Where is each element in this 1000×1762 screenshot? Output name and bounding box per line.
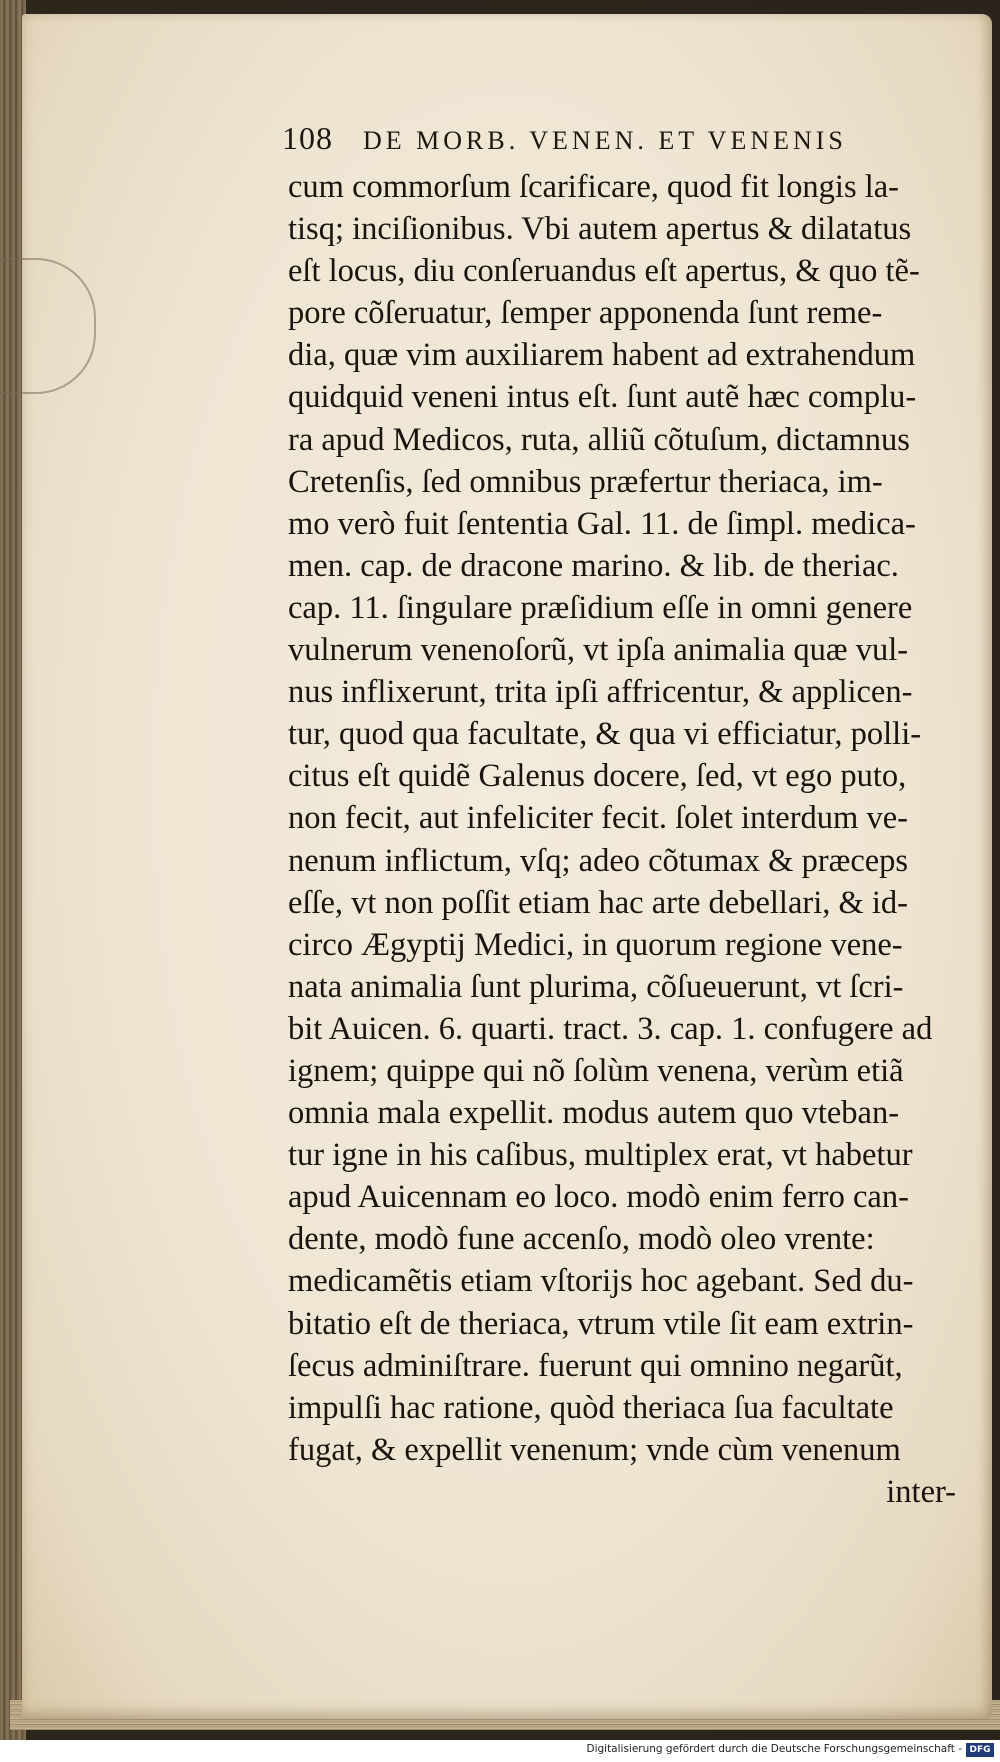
text-line: medicamẽtis etiam vſtorijs hoc agebant. Sed du- xyxy=(288,1263,914,1300)
digitization-credit: Digitalisierung gefördert durch die Deutsche Forschungsgemeinschaft - xyxy=(586,1743,962,1755)
text-line: dia, quæ vim auxiliarem habent ad extrahendum xyxy=(288,337,916,374)
page-number: 108 xyxy=(282,120,333,156)
text-line: nenum inflictum, vſq; adeo cõtumax & præceps xyxy=(288,842,909,879)
text-line: dente, modò fune accenſo, modò oleo vrente: xyxy=(288,1221,875,1258)
text-line: omnia mala expellit. modus autem quo vteban- xyxy=(288,1095,900,1132)
text-line: nus inflixerunt, trita ipſi affricentur, & applicen- xyxy=(288,674,913,711)
text-line: ſecus adminiſtrare. fuerunt qui omnino negarũt, xyxy=(288,1347,903,1384)
text-line: eſt locus, diu conſeruandus eſt apertus, & quo tẽ- xyxy=(288,253,920,290)
text-line: vulnerum venenoſorũ, vt ipſa animalia quæ vul- xyxy=(288,632,909,669)
text-line: cap. 11. ſingulare præſidium eſſe in omni genere xyxy=(288,589,913,626)
text-line: quidquid veneni intus eſt. ſunt autẽ hæc complu- xyxy=(288,379,917,416)
text-line: impulſi hac ratione, quòd theriaca ſua facultate xyxy=(288,1389,894,1426)
text-line: nata animalia ſunt plurima, cõſueuerunt, vt ſcri- xyxy=(288,968,904,1005)
text-line: apud Auicennam eo loco. modò enim ferro can- xyxy=(288,1179,909,1216)
text-line: bitatio eſt de theriaca, vtrum vtile ſit eam extrin- xyxy=(288,1305,914,1342)
text-line: mo verò fuit ſententia Gal. 11. de ſimpl. medica- xyxy=(288,505,916,542)
text-line: bit Auicen. 6. quarti. tract. 3. cap. 1. confugere ad xyxy=(288,1010,933,1047)
text-line: citus eſt quidẽ Galenus docere, ſed, vt ego puto, xyxy=(288,758,907,795)
text-line: ra apud Medicos, ruta, alliũ cõtuſum, dictamnus xyxy=(288,421,910,458)
text-line: men. cap. de dracone marino. & lib. de theriac. xyxy=(288,547,899,584)
text-line: tur igne in his caſibus, multiplex erat, vt habetur xyxy=(288,1137,913,1174)
running-head: DE MORB. VENEN. ET VENENIS xyxy=(363,126,847,155)
dfg-logo: DFG xyxy=(966,1743,994,1757)
body-text xyxy=(288,166,968,1513)
text-line: fugat, & expellit venenum; vnde cùm venenum xyxy=(288,1431,901,1468)
text-line: Cretenſis, ſed omnibus præfertur theriaca, im- xyxy=(288,463,883,500)
catchword: inter- xyxy=(886,1473,956,1510)
text-line: tur, quod qua facultate, & qua vi efficiatur, polli- xyxy=(288,716,922,753)
text-line: cum commorſum ſcarificare, quod fit longis la- xyxy=(288,169,899,205)
text-line: non fecit, aut infeliciter fecit. ſolet interdum ve- xyxy=(288,800,908,837)
text-line: circo Ægyptij Medici, in quorum regione vene- xyxy=(288,926,903,963)
page-header xyxy=(282,120,902,160)
text-line: ignem; quippe qui nõ ſolùm venena, verùm etiã xyxy=(288,1052,904,1089)
text-line: pore cõſeruatur, ſemper apponenda ſunt reme- xyxy=(288,295,883,332)
text-line: tisq; inciſionibus. Vbi autem apertus & dilatatus xyxy=(288,211,912,248)
text-line: eſſe, vt non poſſit etiam hac arte debellari, & id- xyxy=(288,884,908,921)
